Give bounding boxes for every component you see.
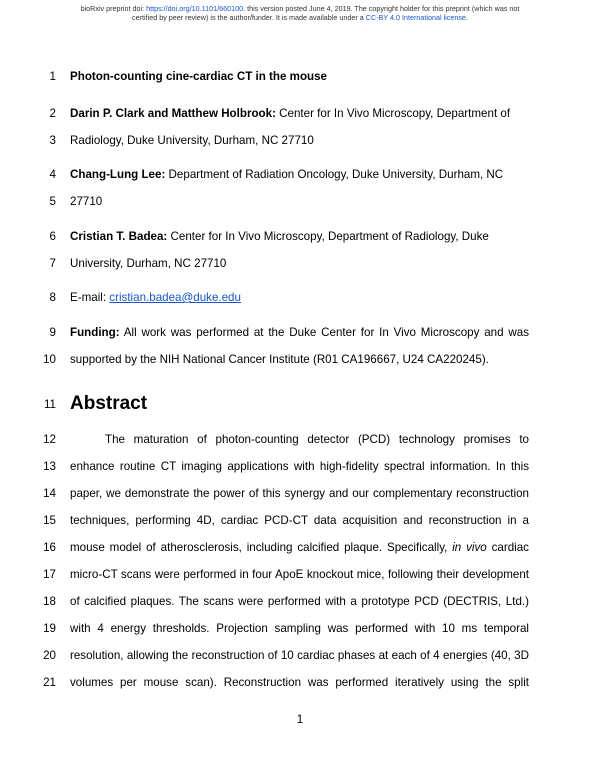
text-line-17 [0,568,600,588]
line-number: 1 [49,70,56,83]
line-number: 4 [49,168,56,181]
affiliation-text: Center for In Vivo Microscopy, Department of Radiology, Duke [167,230,489,243]
line-number: 6 [49,230,56,243]
abstract-heading: Abstract [70,393,148,414]
line-number: 7 [49,257,56,270]
line-number: 5 [49,195,56,208]
author-affiliation [70,107,510,120]
text-line-11 [0,393,600,419]
author-affiliation [70,168,503,181]
line-number: 13 [43,460,56,473]
text-line-12 [0,433,600,453]
funding-text: All work was performed at the Duke Center for In Vivo Microscopy and was [119,326,529,339]
header-line-2 [40,13,560,22]
email-label: E-mail: [70,291,110,304]
line-number: 11 [43,398,56,411]
line-number: 9 [49,326,56,339]
line-number: 17 [43,568,56,581]
header-line-1 [40,4,560,13]
author-names: Darin P. Clark and Matthew Holbrook: [70,107,276,120]
text-line-2 [0,107,600,127]
abstract-italic-term: in vivo [452,541,487,554]
text-line-8 [0,291,600,311]
abstract-text: techniques, performing 4D, cardiac PCD-CT data acquisition and reconstruction in a [70,514,529,527]
text-line-21 [0,676,600,696]
preprint-header [40,4,560,22]
line-number: 8 [49,291,56,304]
text-line-18 [0,595,600,615]
title-text: Photon-counting cine-cardiac CT in the mouse [70,70,328,83]
funding-text: supported by the NIH National Cancer Institute (R01 CA196667, U24 CA220245). [70,353,489,366]
text-line-13 [0,460,600,480]
abstract-text: of calcified plaques. The scans were performed with a prototype PCD (DECTRIS, Ltd.) [70,595,529,608]
line-number: 20 [43,649,56,662]
text-line-1 [0,70,600,90]
author-names: Cristian T. Badea: [70,230,168,243]
header-doi-label: bioRxiv preprint doi: [80,4,147,13]
paper-title [70,70,327,83]
text-line-9 [0,326,600,346]
line-number: 3 [49,134,56,147]
abstract-text [70,541,529,554]
author-affiliation [70,230,489,243]
text-line-19 [0,622,600,642]
header-license-label: certified by peer review) is the author/funder. It is made available under a [132,13,366,22]
abstract-text-segment: mouse model of atherosclerosis, including calcified plaque. Specifically, [70,541,453,554]
text-line-14 [0,487,600,507]
funding-statement [70,326,529,339]
line-number: 15 [43,514,56,527]
abstract-text: The maturation of photon-counting detector (PCD) technology promises to [105,433,529,446]
contact-email [70,291,241,304]
line-number: 21 [43,676,56,689]
text-line-15 [0,514,600,534]
author-names: Chang-Lung Lee: [70,168,166,181]
affiliation-text: University, Durham, NC 27710 [70,257,227,270]
abstract-text: enhance routine CT imaging applications with high-fidelity spectral information. In this [70,460,529,473]
text-line-5 [0,195,600,215]
abstract-text: volumes per mouse scan). Reconstruction was performed iteratively using the split [70,676,529,689]
doi-link[interactable]: https://doi.org/10.1101/660100 [146,4,244,13]
header-period: . [465,13,468,22]
page-number: 1 [296,713,304,726]
text-line-16 [0,541,600,561]
text-line-10 [0,353,600,373]
affiliation-text: Center for In Vivo Microscopy, Department of [275,107,511,120]
funding-label: Funding: [70,326,120,339]
abstract-text-segment: cardiac [486,541,529,554]
text-line-3 [0,134,600,154]
license-link[interactable]: CC-BY 4.0 International license [365,13,466,22]
text-line-20 [0,649,600,669]
abstract-text: paper, we demonstrate the power of this synergy and our complementary reconstruction [70,487,529,500]
affiliation-text: 27710 [70,195,103,208]
text-line-4 [0,168,600,188]
text-line-6 [0,230,600,250]
line-number: 18 [43,595,56,608]
line-number: 16 [43,541,56,554]
affiliation-text: Radiology, Duke University, Durham, NC 27710 [70,134,314,147]
line-number: 10 [43,353,56,366]
affiliation-text: Department of Radiation Oncology, Duke University, Durham, NC [165,168,504,181]
line-number: 12 [43,433,56,446]
header-posted-text: . this version posted June 4, 2019. The copyright holder for this preprint (which was not [243,4,520,13]
abstract-text: resolution, allowing the reconstruction of 10 cardiac phases at each of 4 energies (40, 3D [70,649,529,662]
abstract-text: with 4 energy thresholds. Projection sampling was performed with 10 ms temporal [70,622,529,635]
text-line-7 [0,257,600,277]
line-number: 19 [43,622,56,635]
abstract-text: micro-CT scans were performed in four ApoE knockout mice, following their development [70,568,529,581]
line-number: 2 [49,107,56,120]
email-link[interactable]: cristian.badea@duke.edu [109,291,241,304]
line-number: 14 [43,487,56,500]
